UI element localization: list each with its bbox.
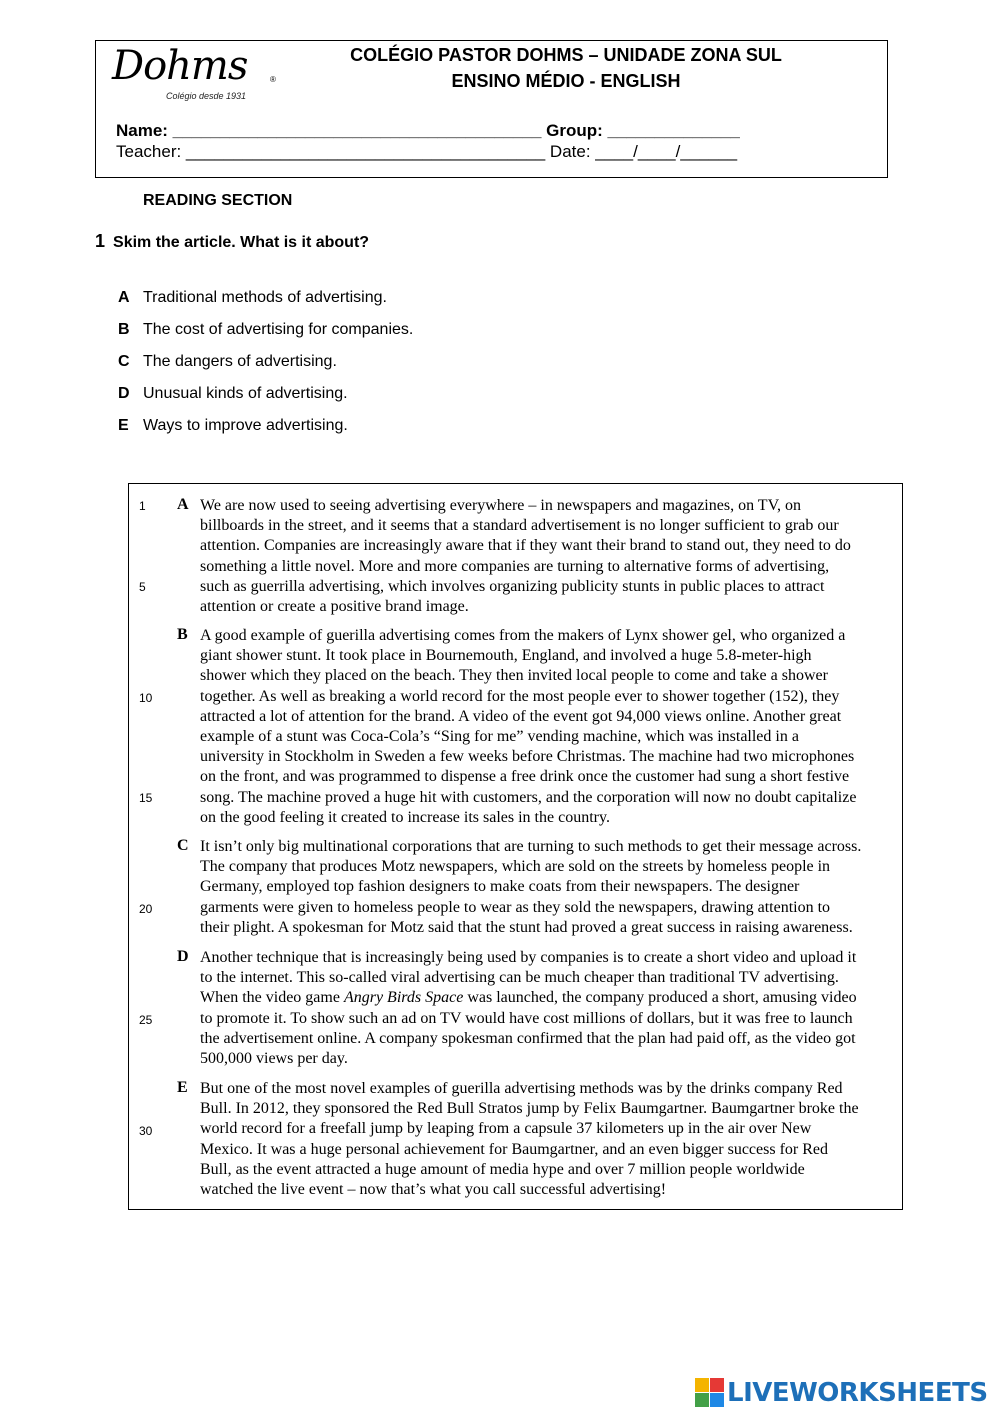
logo-subtitle: Colégio desde 1931 xyxy=(166,91,247,101)
option-e[interactable]: E Ways to improve advertising. xyxy=(118,417,348,434)
line-number: 10 xyxy=(139,691,153,705)
header-box xyxy=(95,40,888,178)
line-number: 1 xyxy=(139,499,146,513)
liveworksheets-brand: LIVEWORKSHEETS xyxy=(727,1378,988,1408)
name-group-field[interactable]: Name: _______________________________________ Group: ______________ xyxy=(116,121,740,140)
question-1 xyxy=(95,231,369,252)
option-a[interactable]: A Traditional methods of advertising. xyxy=(118,289,387,306)
line-number: 15 xyxy=(139,791,153,805)
paragraph-letter: A xyxy=(177,496,189,513)
option-d[interactable]: D Unusual kinds of advertising. xyxy=(118,385,348,402)
teacher-date-field[interactable]: Teacher: ______________________________________ Date: ____/____/______ xyxy=(116,142,738,161)
line-number: 30 xyxy=(139,1124,153,1138)
paragraph-letter: C xyxy=(177,837,189,854)
paragraph-letter: E xyxy=(177,1079,188,1096)
course-title: ENSINO MÉDIO - ENGLISH xyxy=(451,71,681,91)
liveworksheets-icon xyxy=(695,1378,725,1408)
line-number: 5 xyxy=(139,580,146,594)
article-box: 1 5 10 15 20 25 30 A We are now used to seeing advertising everywhere – in newspapers and magazines, on TV, on billboards in the street, and it seems that a standard advertisement is no longer sufficient to grab our attention. Companies are increasingly aware that if they want their brand to stand out, they need to do something a little novel. More and more companies are turning to alternative forms of advertising, such as guerrilla advertising, which involves organizing publicity stunts in public places to attract attention or create a positive brand image. B A good example of guerilla advertising comes from the makers of Lynx shower gel, who organized a giant shower stunt. It took place in Bournemouth, England, and involved a huge 5.8-meter-high shower which they placed on the beach. They then invited local people to come and take a shower together. As well as breaking a world record for the most people ever to shower together (152), they attracted a lot of attention for the brand. A video of the event got 94,000 views online. Another great example of a stunt was Coca-Cola’s “Sing for me” vending machine, which was installed in a university in Stockholm in Sweden a few weeks before Christmas. The machine had two microphones on the front, and was programmed to dispense a free drink once the customer had sung a short festive song. The machine proved a huge hit with customers, and the corporation will now no doubt capitalize on the good feeling it created to increase its sales in the country. C It isn’t only big multinational corporations that are turning to such methods to get their message across. The company that produces Motz newspapers, which are sold on the streets by homeless people in Germany, employed top fashion designers to make coats from their newspapers. The designer garments were given to homeless people to wear as they sold the newspapers, drawing attention to their plight. A spokesman for Motz said that the stunt had proved a great success in raising awareness. D Another technique that is increasingly being used by companies is to create a short video and upload it to the internet. This so-called viral advertising can be much cheaper than traditional TV advertising. When the video game Angry Birds Space was launched, the company produced a short, amusing video to promote it. To show such an ad on TV would have cost millions of dollars, but it was free to launch the advertisement online. A company spokesman confirmed that the plan had paid off, as the video got 500,000 views per day. E But one of the most novel examples of guerilla advertising methods was by the drinks company Red Bull. In 2012, they sponsored the Red Bull Stratos jump by Felix Baumgartner. Baumgartner broke the world record for a freefall jump by leaping from a capsule 37 kilometers up in the air over New Mexico. It was a huge personal achievement for Baumgartner, and an even bigger success for Red Bull, as the event attracted a huge amount of media hype and over 7 million people worldwide watched the live event – now that’s what you call successful advertising! xyxy=(128,483,903,1210)
section-title: READING SECTION xyxy=(143,192,293,209)
option-c[interactable]: C The dangers of advertising. xyxy=(118,353,337,370)
school-title: COLÉGIO PASTOR DOHMS – UNIDADE ZONA SUL xyxy=(350,45,782,65)
line-number: 25 xyxy=(139,1013,153,1027)
game-title: Angry Birds Space xyxy=(343,989,464,1007)
paragraph-letter: D xyxy=(177,948,189,965)
option-b[interactable]: B The cost of advertising for companies. xyxy=(118,321,414,338)
question-number: 1 xyxy=(95,231,106,251)
school-logo xyxy=(110,43,276,101)
question-text: Skim the article. What is it about? xyxy=(113,234,370,251)
liveworksheets-logo[interactable] xyxy=(695,1376,988,1410)
logo-text: Dohms xyxy=(112,43,248,89)
logo-registered: ® xyxy=(270,75,276,84)
line-number: 20 xyxy=(139,902,153,916)
paragraph-letter: B xyxy=(177,626,188,643)
